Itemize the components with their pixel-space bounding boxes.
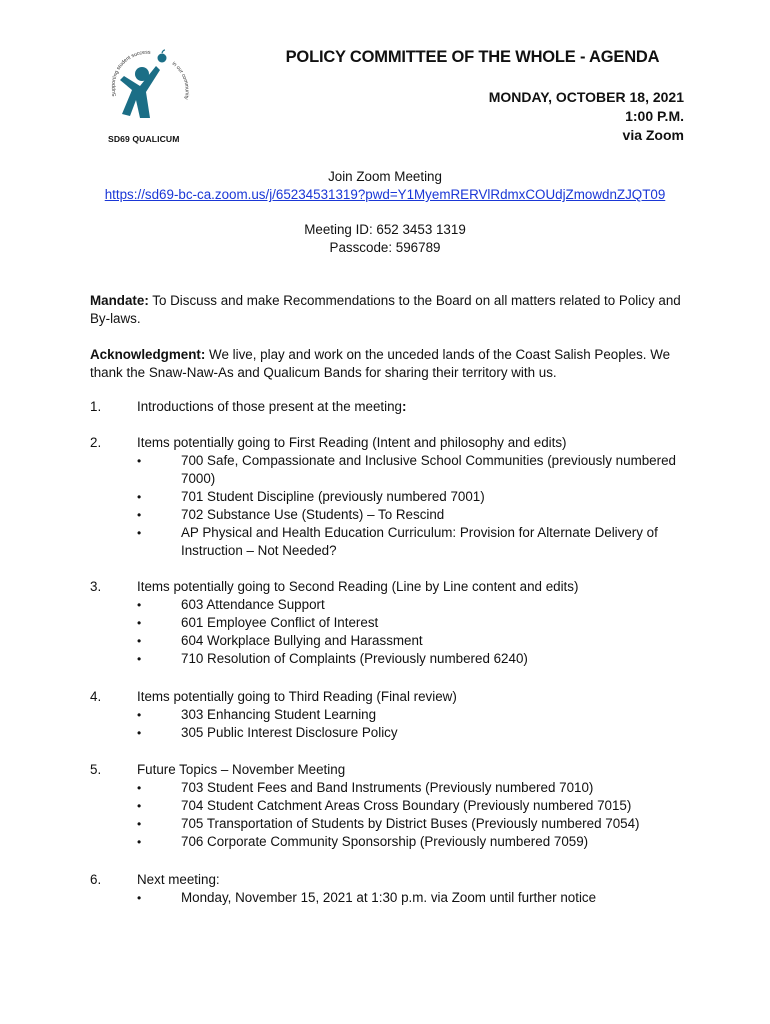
list-item-text: 702 Substance Use (Students) – To Rescind [181,507,445,522]
list-item [137,815,687,833]
list-item [137,596,687,614]
bullet-icon [137,632,147,650]
bullet-icon [137,488,147,506]
acknowledgment-text: We live, play and work on the unceded lands of the Coast Salish Peoples. We thank the Snaw-Naw-As and Qualicum Bands for sharing their territory with us. [90,347,671,380]
list-item [137,779,687,797]
list-item [137,524,687,560]
item-bullets [137,452,687,560]
list-item [137,797,687,815]
item-title [137,398,406,416]
apple-icon [158,54,167,63]
list-item-text: 700 Safe, Compassionate and Inclusive School Communities (previously numbered 7000) [181,453,676,486]
list-item [137,452,687,488]
page-title: POLICY COMMITTEE OF THE WHOLE - AGENDA [285,48,660,66]
list-item [137,889,687,907]
list-item-text: 601 Employee Conflict of Interest [181,615,379,630]
list-item-text: 710 Resolution of Complaints (Previously numbered 6240) [181,651,528,666]
meeting-time: 1:00 P.M. [625,108,684,124]
list-item-text: AP Physical and Health Education Curriculum: Provision for Alternate Delivery of Instruction – Not Needed? [181,525,658,558]
bullet-icon [137,650,147,668]
list-item [137,833,687,851]
list-item-text: Monday, November 15, 2021 at 1:30 p.m. via Zoom until further notice [181,890,597,905]
meeting-date-block [489,88,684,145]
item-title-text: Introductions of those present at the meeting [137,399,403,414]
list-item-text: 706 Corporate Community Sponsorship (Previously numbered 7059) [181,834,589,849]
meeting-venue: via Zoom [622,127,684,143]
list-item [137,488,687,506]
bullet-icon [137,706,147,724]
acknowledgment-label: Acknowledgment: [90,347,206,362]
list-item-text: 305 Public Interest Disclosure Policy [181,725,398,740]
list-item [137,632,687,650]
passcode: Passcode: 596789 [329,240,441,255]
acknowledgment-paragraph [90,346,690,382]
list-item-text: 705 Transportation of Students by District Buses (Previously numbered 7054) [181,816,640,831]
bullet-icon [137,506,147,524]
item-title: Future Topics – November Meeting [137,762,346,777]
item-title-colon: : [402,399,407,414]
item-bullets [137,596,687,668]
bullet-icon [137,724,147,742]
meeting-date: MONDAY, OCTOBER 18, 2021 [488,89,684,105]
item-number: 1. [90,399,102,414]
bullet-icon [137,452,147,470]
item-number: 5. [90,762,102,777]
list-item [137,506,687,524]
item-title: Items potentially going to Second Reading (Line by Line content and edits) [137,579,579,594]
list-item [137,650,687,668]
list-item-text: 604 Workplace Bullying and Harassment [181,633,423,648]
list-item-text: 303 Enhancing Student Learning [181,707,377,722]
list-item [137,706,687,724]
zoom-heading: Join Zoom Meeting [328,169,442,184]
list-item-text: 704 Student Catchment Areas Cross Boundary (Previously numbered 7015) [181,798,632,813]
logo-arc-text-right: in our community [170,60,190,101]
list-item-text: 703 Student Fees and Band Instruments (Previously numbered 7010) [181,780,594,795]
list-item [137,614,687,632]
list-item-text: 603 Attendance Support [181,597,325,612]
bullet-icon [137,614,147,632]
bullet-icon [137,833,147,851]
bullet-icon [137,779,147,797]
mandate-text: To Discuss and make Recommendations to the Board on all matters related to Policy and By-laws. [90,293,681,326]
mandate-label: Mandate: [90,293,149,308]
bullet-icon [137,524,147,542]
logo-emblem [102,44,196,128]
logo-arc-text-top: Supporting student success [110,49,151,97]
item-number: 2. [90,435,102,450]
item-number: 6. [90,872,102,887]
item-title: Items potentially going to First Reading (Intent and philosophy and edits) [137,435,567,450]
svg-text:in our community [171,61,190,101]
mandate-paragraph [90,292,690,328]
bullet-icon [137,596,147,614]
item-number: 4. [90,689,102,704]
item-bullets [137,889,687,907]
zoom-link[interactable]: https://sd69-bc-ca.zoom.us/j/65234531319?pwd=Y1MyemRERVlRdmxCOUdjZmowdnZJQT09 [104,187,666,202]
item-number: 3. [90,579,102,594]
list-item [137,724,687,742]
meeting-id: Meeting ID: 652 3453 1319 [304,222,466,237]
sd69-logo [102,44,196,148]
item-title: Items potentially going to Third Reading (Final review) [137,689,457,704]
item-bullets [137,706,687,742]
list-item-text: 701 Student Discipline (previously numbered 7001) [181,489,485,504]
logo-org-name: SD69 QUALICUM [108,134,180,144]
item-title: Next meeting: [137,872,220,887]
bullet-icon [137,815,147,833]
bullet-icon [137,889,147,907]
item-bullets [137,779,687,851]
bullet-icon [137,797,147,815]
